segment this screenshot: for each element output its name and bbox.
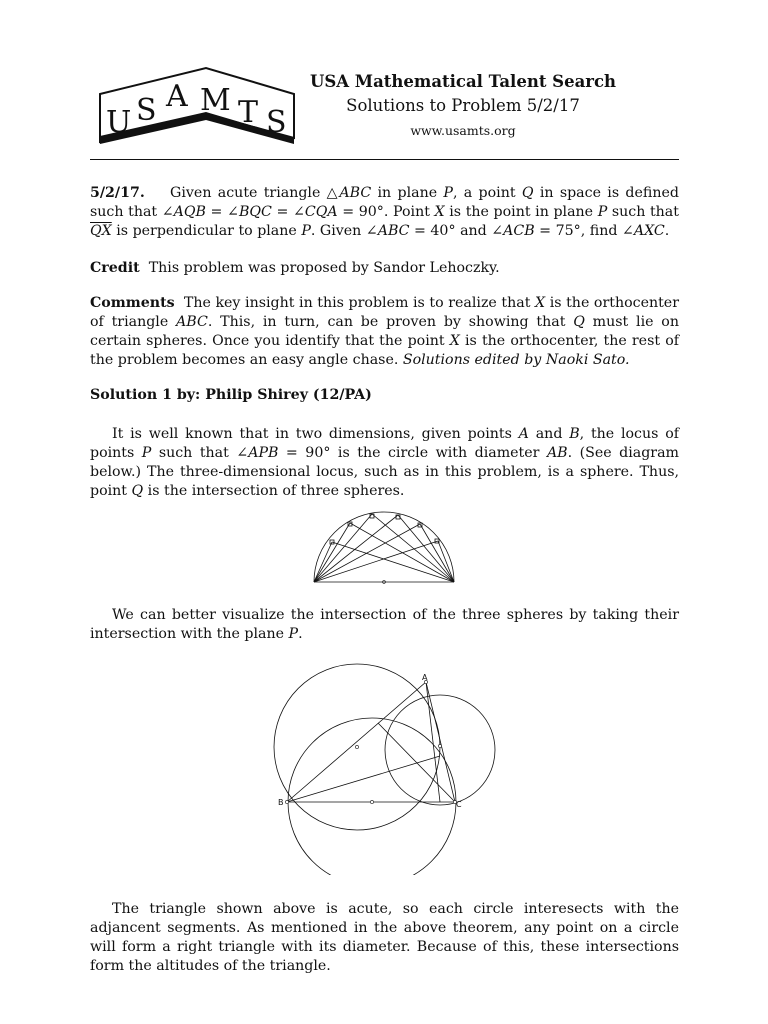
- comments-text: must lie on certain spheres. Once you identify that the point: [90, 314, 679, 349]
- math: P: [443, 185, 453, 201]
- solution-paragraph-1: [90, 425, 679, 501]
- comments-text: is the orthocenter, the rest of the problem becomes an easy angle chase.: [90, 333, 679, 368]
- para-text: , the locus of points: [90, 426, 680, 461]
- svg-text:S: S: [266, 105, 287, 140]
- problem-text: . Given ∠: [310, 223, 378, 239]
- triangle-abc: [287, 682, 455, 802]
- problem-text: .: [664, 223, 670, 239]
- math-segment: $\overline{QX}$: [90, 223, 112, 239]
- para-text: It is well known that in two dimensions, given points: [112, 426, 519, 442]
- header-url[interactable]: www.usamts.org: [410, 123, 516, 138]
- math: X: [434, 204, 445, 220]
- altitude-c: [378, 723, 455, 802]
- label-b: B: [278, 798, 284, 807]
- math: CQA: [304, 204, 338, 220]
- para-text: and: [528, 426, 570, 442]
- problem-text: = ∠: [271, 204, 305, 220]
- header-divider: [90, 159, 679, 160]
- credit-paragraph: [90, 259, 679, 278]
- solution-heading: Solution 1 by: Philip Shirey (12/PA): [90, 387, 372, 403]
- header-subtitle: Solutions to Problem 5/2/17: [346, 96, 580, 115]
- para-text: We can better visualize the intersection of the three spheres by taking their intersection with the plane: [90, 607, 679, 642]
- math: P: [301, 223, 311, 239]
- math: AQB: [173, 204, 206, 220]
- problem-text: such that: [607, 204, 679, 220]
- problem-text: = 90°. Point: [337, 204, 435, 220]
- para-text: = 90° is the circle with diameter: [278, 445, 547, 461]
- math: P: [288, 626, 299, 642]
- math: ACB: [503, 223, 535, 239]
- math: P: [597, 204, 608, 220]
- solution-paragraph-3: The triangle shown above is acute, so each circle interesects with the adjancent segments. As mentioned in the above theorem, any point on a circle will form a right triangle with its diameter. Because of this, these intersections form the altitudes of the triangle.: [90, 901, 679, 974]
- comments-text: The key insight in this problem is to realize that: [183, 295, 535, 311]
- three-circles-diagram: [270, 655, 500, 875]
- para-text: . (See diagram below.) The three-dimensional locus, such as in this problem, is a sphere. Thus, point: [90, 445, 680, 499]
- math: AB: [546, 445, 568, 461]
- math: AXC: [633, 223, 665, 239]
- math: ABC: [377, 223, 410, 239]
- svg-text:T: T: [238, 95, 259, 130]
- credit-text: This problem was proposed by Sandor Lehoczky.: [148, 260, 500, 276]
- label-c: C: [456, 800, 462, 809]
- math: ABC: [176, 314, 208, 330]
- math: BQC: [238, 204, 272, 220]
- svg-text:M: M: [200, 83, 231, 118]
- math: X: [535, 295, 546, 311]
- problem-text: = 40° and ∠: [409, 223, 504, 239]
- problem-text: is perpendicular to plane: [111, 223, 302, 239]
- label-a: A: [422, 673, 428, 682]
- comments-paragraph: [90, 294, 679, 370]
- math: P: [141, 445, 152, 461]
- problem-text: = ∠: [205, 204, 239, 220]
- svg-text:A: A: [166, 79, 188, 114]
- problem-text: , a point: [452, 185, 522, 201]
- math: B: [569, 426, 580, 442]
- problem-text: is the point in plane: [444, 204, 598, 220]
- usamts-logo: [96, 66, 298, 146]
- credit-label: Credit: [90, 260, 140, 276]
- problem-text: = 75°, find ∠: [534, 223, 634, 239]
- svg-text:S: S: [136, 93, 157, 128]
- para-text: is the intersection of three spheres.: [143, 483, 405, 499]
- math: Q: [521, 185, 534, 201]
- comments-label: Comments: [90, 295, 175, 311]
- math: X: [449, 333, 460, 349]
- svg-text:U: U: [106, 105, 132, 140]
- math: APB: [248, 445, 279, 461]
- comments-editor-note: Solutions edited by Naoki Sato.: [402, 352, 630, 368]
- comments-text: is the orthocenter of triangle: [90, 295, 679, 330]
- circle-on-bc: [288, 718, 456, 875]
- header-title: USA Mathematical Talent Search: [309, 72, 617, 91]
- para-text: such that ∠: [151, 445, 249, 461]
- math: ABC: [339, 185, 372, 201]
- solution-paragraph-2: [90, 606, 679, 644]
- math: A: [518, 426, 529, 442]
- problem-text: in plane: [371, 185, 444, 201]
- math: Q: [573, 314, 585, 330]
- para-text: .: [298, 626, 303, 642]
- problem-text: Given acute triangle △: [170, 185, 340, 201]
- problem-text: in space is defined such that ∠: [90, 185, 679, 220]
- math: Q: [131, 483, 144, 499]
- semicircle-locus-diagram: [306, 510, 462, 590]
- comments-text: . This, in turn, can be proven by showing that: [207, 314, 574, 330]
- problem-label: 5/2/17.: [90, 185, 145, 201]
- problem-statement: [90, 184, 679, 241]
